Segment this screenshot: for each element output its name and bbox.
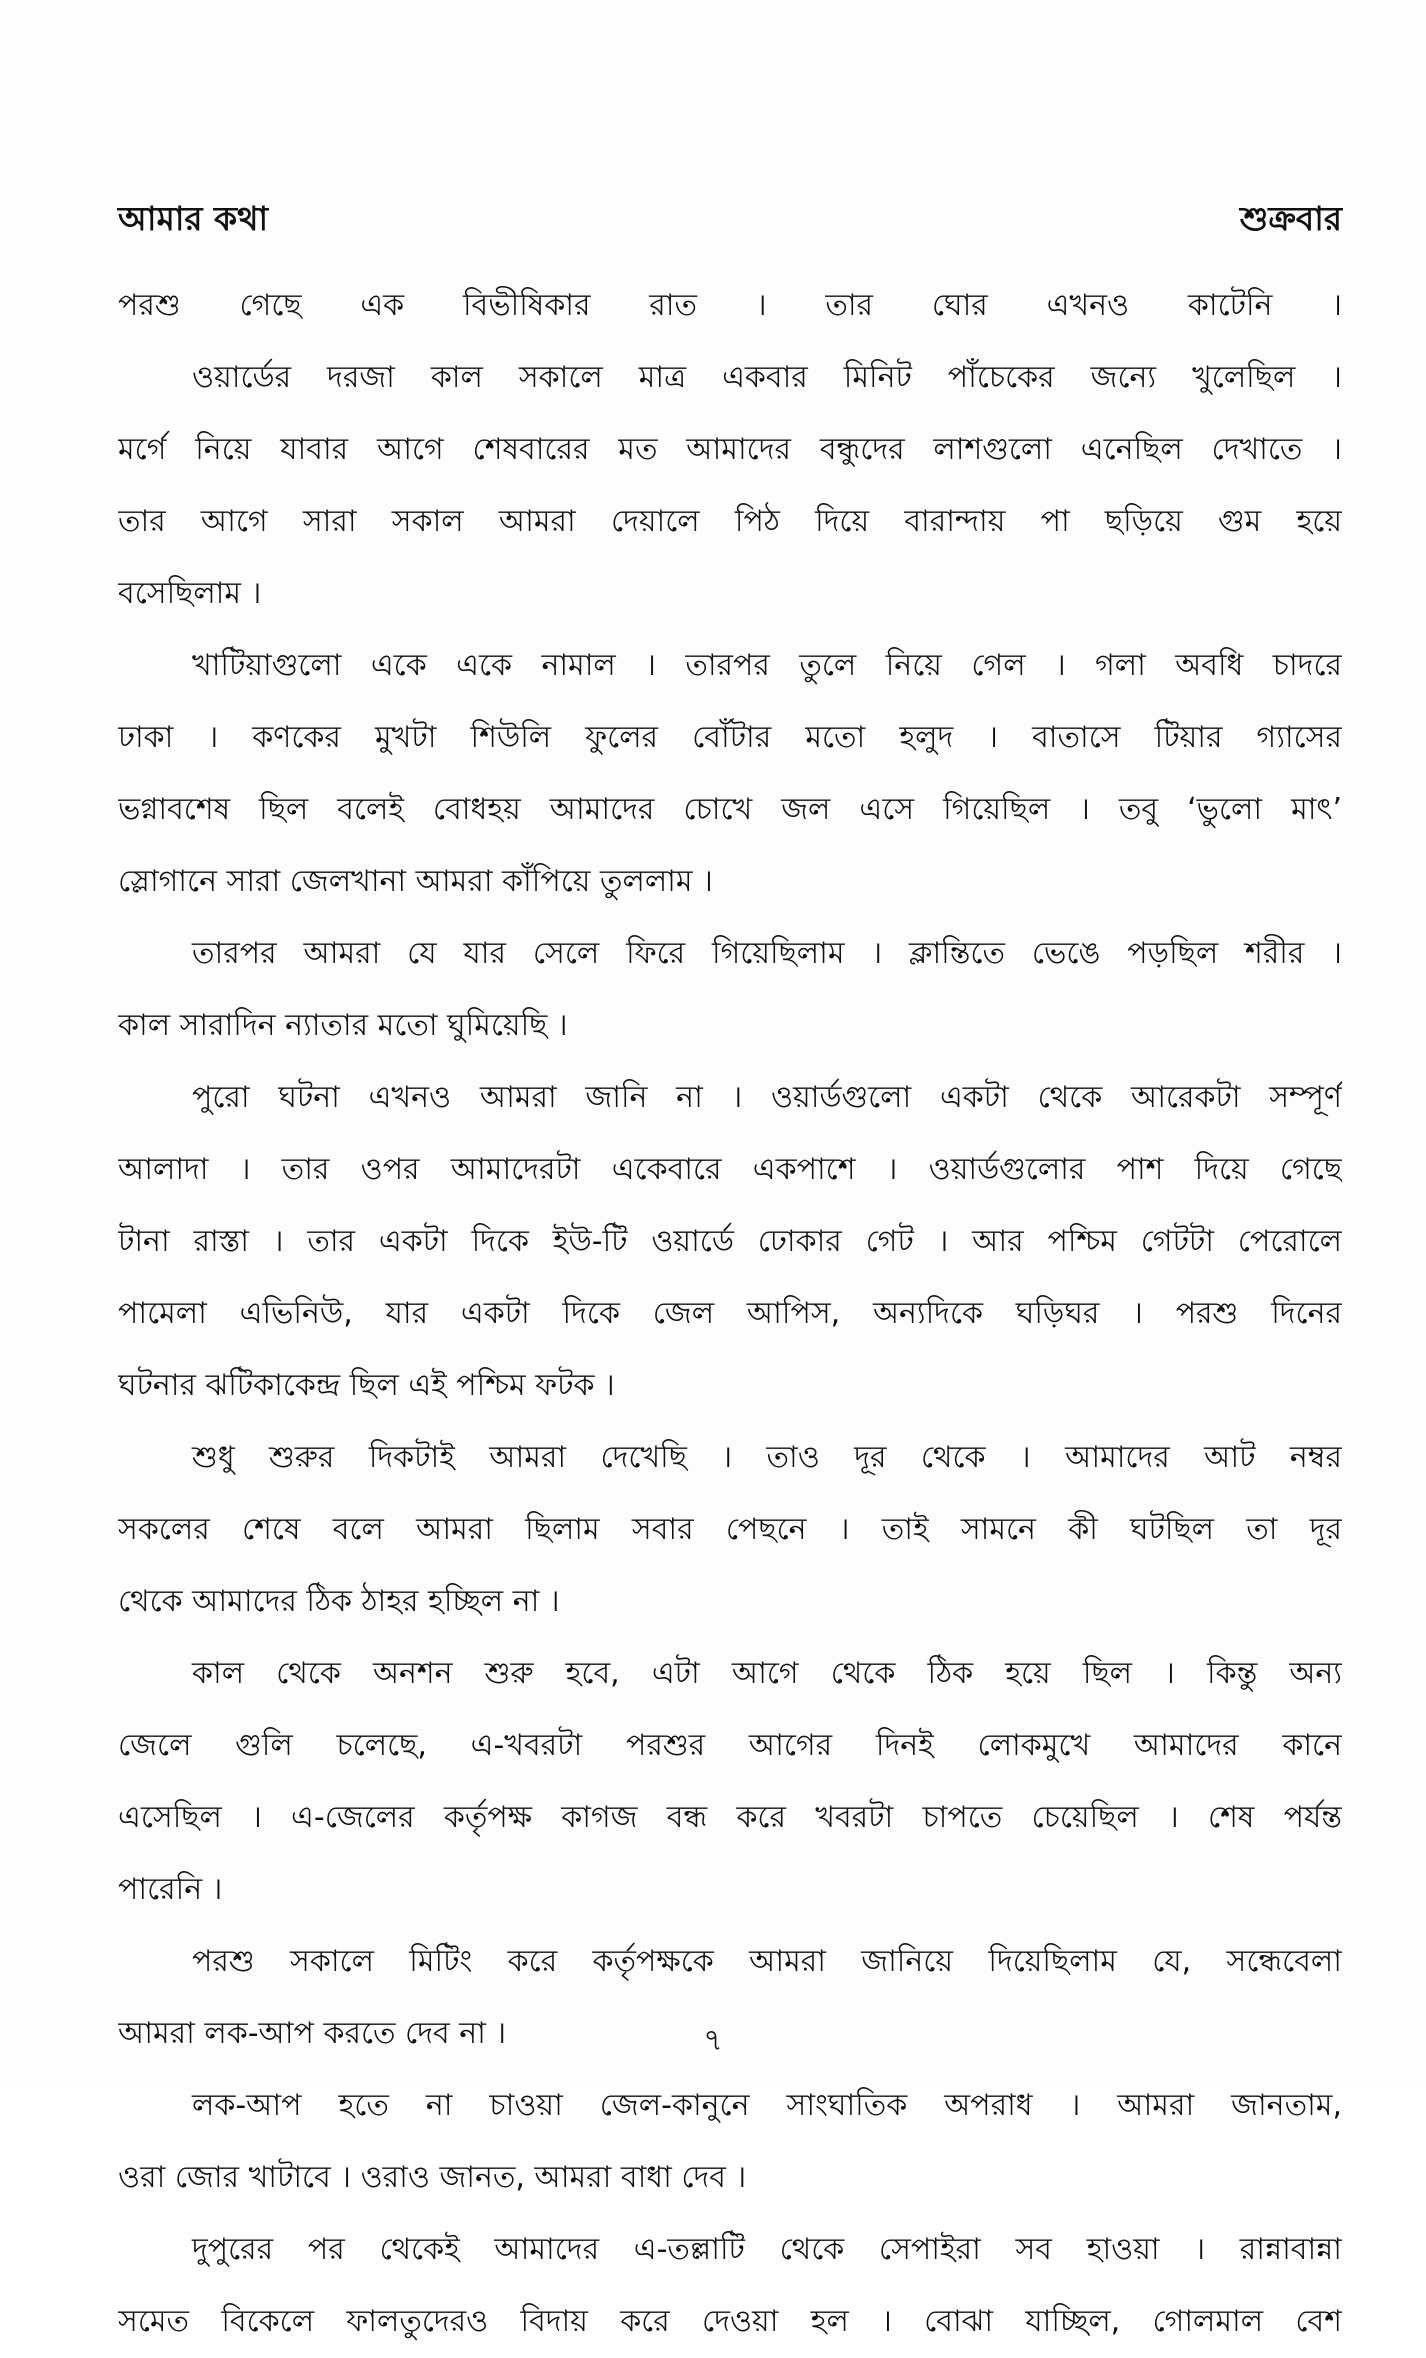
text-line: ঢাকা । কণকের মুখটা শিউলি ফুলের বোঁটার মতো হলুদ । বাতাসে টিয়ার গ্যাসের bbox=[118, 720, 1342, 755]
text-line: কাল সারাদিন ন্যাতার মতো ঘুমিয়েছি । bbox=[118, 1008, 568, 1043]
text-line: মর্গে নিয়ে যাবার আগে শেষবারের মত আমাদের বন্ধুদের লাশগুলো এনেছিল দেখাতে । bbox=[118, 432, 1342, 467]
running-header-day: শুক্রবার bbox=[1239, 199, 1342, 238]
text-line: পরশু সকালে মিটিং করে কর্তৃপক্ষকে আমরা জানিয়ে দিয়েছিলাম যে, সন্ধেবেলা bbox=[192, 1944, 1342, 1979]
text-line: শুধু শুরুর দিকটাই আমরা দেখেছি । তাও দূর থেকে । আমাদের আট নম্বর bbox=[192, 1440, 1342, 1475]
text-line: থেকে আমাদের ঠিক ঠাহর হচ্ছিল না । bbox=[118, 1584, 560, 1619]
text-line: ভগ্নাবশেষ ছিল বলেই বোধহয় আমাদের চোখে জল এসে গিয়েছিল । তবু ‘ভুলো মাৎ’ bbox=[118, 792, 1342, 827]
running-header bbox=[118, 196, 1342, 246]
text-line: ঘটনার ঝটিকাকেন্দ্র ছিল এই পশ্চিম ফটক । bbox=[118, 1368, 615, 1403]
text-line: স্লোগানে সারা জেলখানা আমরা কাঁপিয়ে তুললাম । bbox=[118, 864, 713, 899]
text-line: তারপর আমরা যে যার সেলে ফিরে গিয়েছিলাম । ক্লান্তিতে ভেঙে পড়ছিল শরীর । bbox=[192, 936, 1342, 971]
text-line: কাল থেকে অনশন শুরু হবে, এটা আগে থেকে ঠিক হয়ে ছিল । কিন্তু অন্য bbox=[192, 1656, 1342, 1691]
text-line: পারেনি । bbox=[118, 1872, 223, 1907]
running-header-title: আমার কথা bbox=[118, 199, 269, 238]
text-line: এসেছিল । এ-জেলের কর্তৃপক্ষ কাগজ বন্ধ করে খবরটা চাপতে চেয়েছিল । শেষ পর্যন্ত bbox=[118, 1800, 1342, 1835]
text-line: পরশু গেছে এক বিভীষিকার রাত । তার ঘোর এখনও কাটেনি । bbox=[118, 288, 1342, 323]
text-line: আমরা লক-আপ করতে দেব না । bbox=[118, 2016, 507, 2051]
text-line: লক-আপ হতে না চাওয়া জেল-কানুনে সাংঘাতিক অপরাধ । আমরা জানতাম, bbox=[192, 2088, 1342, 2123]
text-line: পুরো ঘটনা এখনও আমরা জানি না । ওয়ার্ডগুলো একটা থেকে আরেকটা সম্পূর্ণ bbox=[192, 1080, 1342, 1115]
text-line: তার আগে সারা সকাল আমরা দেয়ালে পিঠ দিয়ে বারান্দায় পা ছড়িয়ে গুম হয়ে bbox=[118, 504, 1342, 539]
text-line: ওরা জোর খাটাবে । ওরাও জানত, আমরা বাধা দেব । bbox=[118, 2160, 747, 2195]
text-line: জেলে গুলি চলেছে, এ-খবরটা পরশুর আগের দিনই লোকমুখে আমাদের কানে bbox=[118, 1728, 1342, 1763]
text-line: ওয়ার্ডের দরজা কাল সকালে মাত্র একবার মিনিট পাঁচেকের জন্যে খুলেছিল । bbox=[192, 360, 1342, 395]
text-line: সকলের শেষে বলে আমরা ছিলাম সবার পেছনে । তাই সামনে কী ঘটছিল তা দূর bbox=[118, 1512, 1342, 1547]
text-line: দুপুরের পর থেকেই আমাদের এ-তল্লাটি থেকে সেপাইরা সব হাওয়া । রান্নাবান্না bbox=[192, 2232, 1342, 2267]
text-line: পামেলা এভিনিউ, যার একটা দিকে জেল আপিস, অন্যদিকে ঘড়িঘর । পরশু দিনের bbox=[118, 1296, 1342, 1331]
text-line: টানা রাস্তা । তার একটা দিকে ইউ-টি ওয়ার্ডে ঢোকার গেট । আর পশ্চিম গেটটা পেরোলে bbox=[118, 1224, 1342, 1259]
text-line: খাটিয়াগুলো একে একে নামাল । তারপর তুলে নিয়ে গেল । গলা অবধি চাদরে bbox=[192, 648, 1342, 683]
text-line: সমেত বিকেলে ফালতুদেরও বিদায় করে দেওয়া হল । বোঝা যাচ্ছিল, গোলমাল বেশ bbox=[118, 2304, 1342, 2339]
text-line: আলাদা । তার ওপর আমাদেরটা একেবারে একপাশে । ওয়ার্ডগুলোর পাশ দিয়ে গেছে bbox=[118, 1152, 1342, 1187]
page-number: ৭ bbox=[703, 2023, 723, 2058]
text-line: বসেছিলাম । bbox=[118, 576, 262, 611]
